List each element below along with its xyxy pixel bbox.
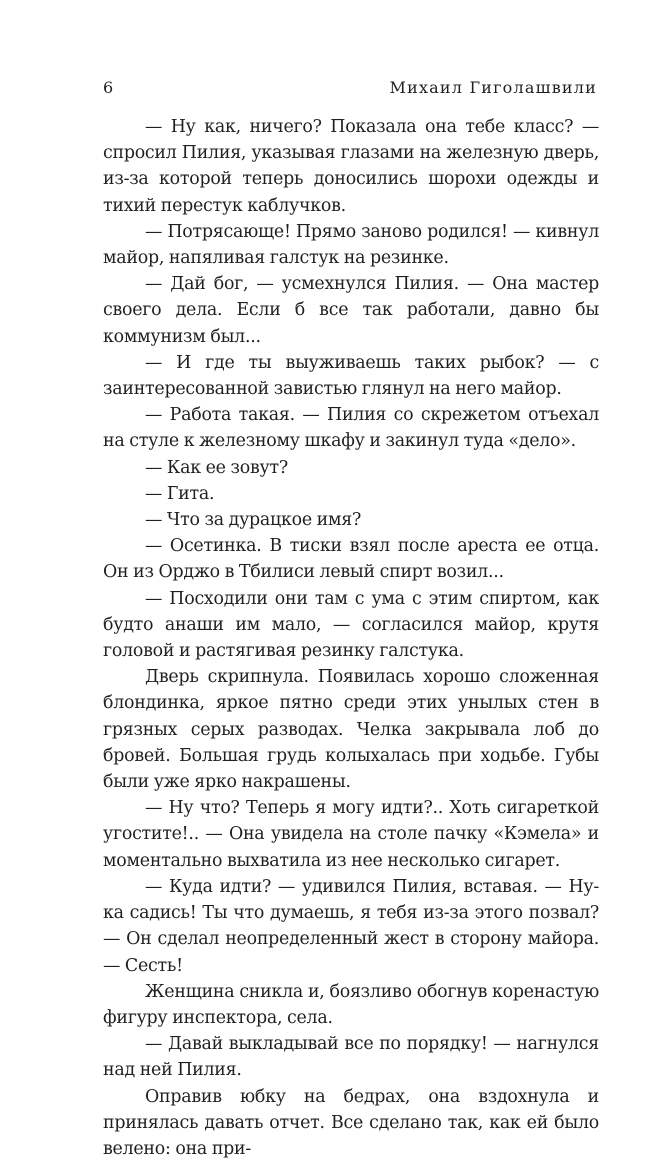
paragraph: — Гита. [145, 483, 215, 504]
paragraph: — И где ты выуживаешь таких рыбок? — с заинтересованной завистью глянул на него майор. [103, 352, 599, 400]
paragraph: — Ну что? Теперь я могу идти?.. Хоть сигареткой угостите!.. — Она увидела на столе пачку «Кэмела» и моментально выхватила из нее несколько сигарет. [103, 798, 599, 871]
paragraph: Оправив юбку на бедрах, она вздохнула и принялась давать отчет. Все сделано так, как ей было велено: она при- [103, 1086, 599, 1159]
paragraph: — Давай выкладывай все по порядку! — нагнулся над ней Пилия. [103, 1034, 599, 1081]
running-title: Михаил Гиголашвили [389, 78, 597, 97]
paragraph: — Посходили они там с ума с этим спиртом, как будто анаши им мало, — согласился майор, крутя головой и растягивая резинку галстука. [103, 588, 599, 662]
paragraph: — Что за дурацкое имя? [145, 510, 362, 531]
paragraph: — Ну как, ничего? Показала она тебе класс? — спросил Пилия, указывая глазами на железную дверь, из-за которой теперь доносились шорохи одежды и тихий перестук каблучков. [103, 117, 599, 216]
paragraph: — Куда идти? — удивился Пилия, вставая. — Ну-ка садись! Ты что думаешь, я тебя из-за этого позвал? — Он сделал неопределенный жест в сторону майора. — Сесть! [103, 876, 599, 976]
paragraph: Дверь скрипнула. Появилась хорошо сложенная блондинка, яркое пятно среди этих унылых стен в грязных серых разводах. Челка закрывала лоб до бровей. Большая грудь колыхалась при ходьбе. Губы были уже ярко накрашены. [103, 667, 599, 793]
paragraph: — Как ее зовут? [145, 457, 288, 478]
body-text [103, 114, 599, 1162]
page-number: 6 [103, 78, 114, 97]
paragraph: — Потрясающе! Прямо заново родился! — кивнул майор, напяливая галстук на резинке. [103, 221, 599, 269]
paragraph: — Осетинка. В тиски взял после ареста ее отца. Он из Орджо в Тбилиси левый спирт возил... [103, 536, 599, 583]
paragraph: — Дай бог, — усмехнулся Пилия. — Она мастер своего дела. Если б все так работали, давно бы коммунизм был... [103, 274, 599, 347]
paragraph: — Работа такая. — Пилия со скрежетом отъехал на стуле к железному шкафу и закинул туда «дело». [103, 405, 599, 452]
page-header [103, 78, 597, 102]
paragraph: Женщина сникла и, боязливо обогнув коренастую фигуру инспектора, села. [103, 981, 599, 1028]
